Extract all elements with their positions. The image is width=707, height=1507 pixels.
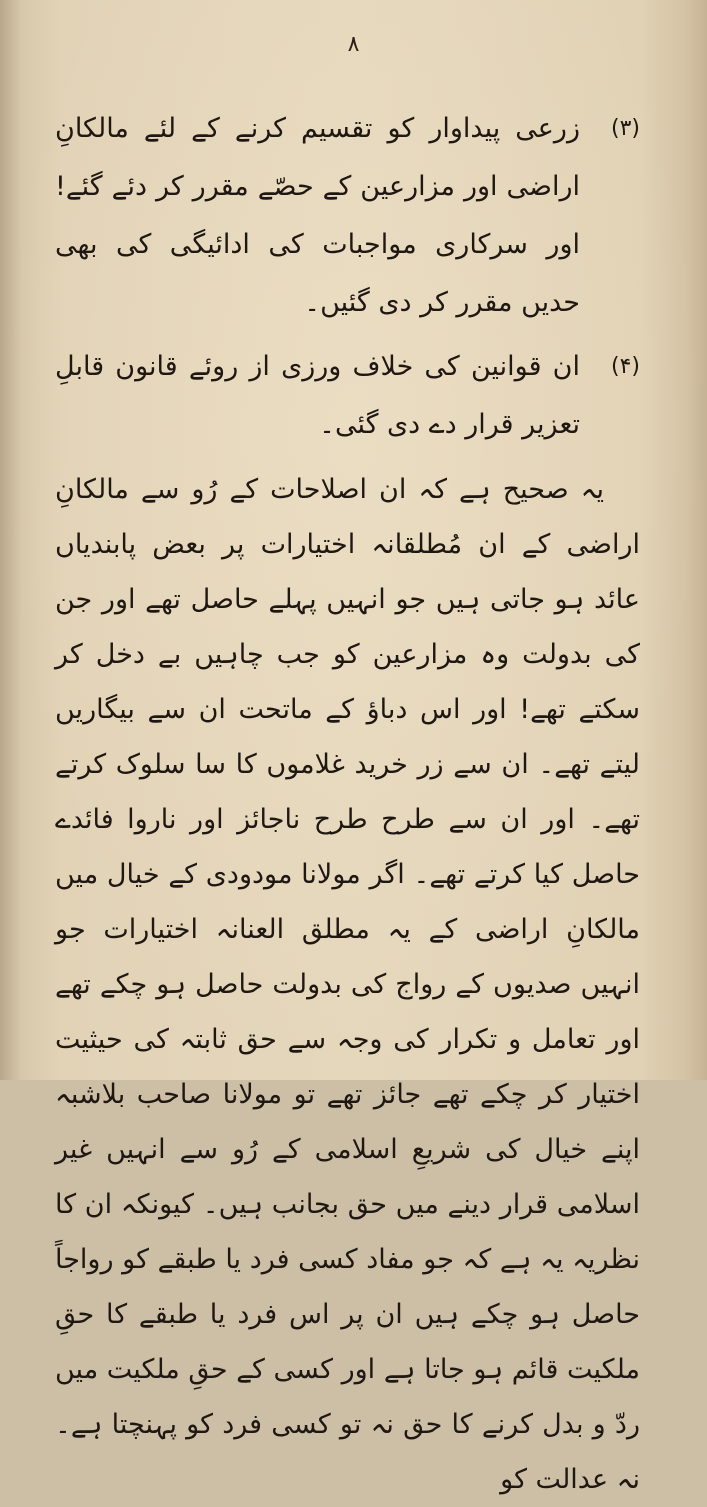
item-number: (۴) bbox=[610, 354, 640, 379]
body-paragraph: یہ صحیح ہے کہ ان اصلاحات کے رُو سے مالکانِ اراضی کے ان مُطلقانہ اختیارات پر بعض پابندیاں عائد ہو جاتی ہیں جو انہیں پہلے حاصل تھے اور جن کی بدولت وہ مزارعین کو جب چاہیں بے دخل کر سکتے تھے! اور اس دباؤ کے ماتحت ان سے بیگاریں لیتے تھے۔ ان سے زر خرید غلاموں کا سا سلوک کرتے تھے۔ اور ان سے طرح طرح ناجائز اور ناروا فائدے حاصل کیا کرتے تھے۔ اگر مولانا مودودی کے خیال میں مالکانِ اراضی کے یہ مطلق العنانہ اختیارات جو انہیں صدیوں کے رواج کی بدولت حاصل ہو چکے تھے اور تعامل و تکرار کی وجہ سے حق ثابتہ کی حیثیت اختیار کر چکے تھے جائز تھے تو مولانا صاحب بلاشبہ اپنے خیال کی شریعِ اسلامی کے رُو سے انہیں غیر اسلامی قرار دینے میں حق بجانب ہیں۔ کیونکہ ان کا نظریہ یہ ہے کہ جو مفاد کسی فرد یا طبقے کو رواجاً حاصل ہو چکے ہیں ان پر اس فرد یا طبقے کا حقِ ملکیت قائم ہو جاتا ہے اور کسی کے حقِ ملکیت میں ردّ و بدل کرنے کا حق نہ تو کسی فرد کو پہنچتا ہے۔ نہ عدالت کو bbox=[55, 474, 640, 1495]
page-text bbox=[55, 100, 640, 1507]
item-text: زرعی پیداوار کو تقسیم کرنے کے لئے مالکانِ اراضی اور مزارعین کے حصّے مقرر کر دئے گئے! اور سرکاری مواجبات کی ادائیگی کی بھی حدیں مقرر کر دی گئیں۔ bbox=[55, 113, 580, 318]
page-number: ۸ bbox=[347, 32, 360, 57]
list-item bbox=[55, 338, 640, 454]
item-number: (۳) bbox=[610, 116, 640, 141]
list-item bbox=[55, 100, 640, 332]
item-text: ان قوانین کی خلاف ورزی از روئے قانون قابلِ تعزیر قرار دے دی گئی۔ bbox=[55, 351, 580, 440]
